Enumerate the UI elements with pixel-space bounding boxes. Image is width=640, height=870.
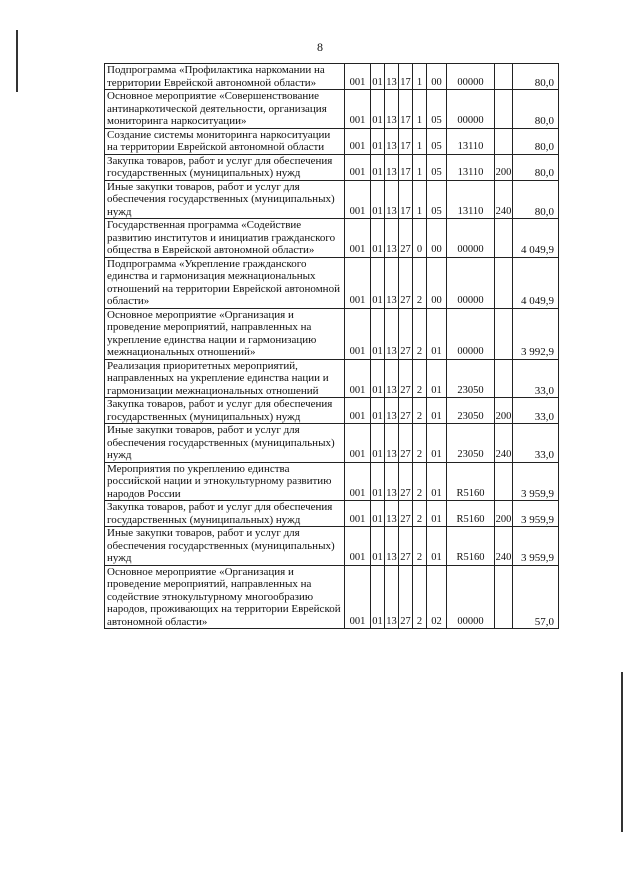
section-code: 01	[371, 128, 385, 154]
program-code: 17	[399, 180, 413, 219]
event-code: 02	[427, 565, 447, 629]
table-row	[105, 257, 559, 308]
ved-code: 001	[345, 398, 371, 424]
row-name: Основное мероприятие «Совершенствование антинаркотической деятельности, организация мониторинга наркоситуации»	[105, 90, 345, 129]
table-row	[105, 180, 559, 219]
row-name: Основное мероприятие «Организация и проведение мероприятий, направленных на укрепление единства нации и гармонизацию межнациональных отношений»	[105, 308, 345, 359]
subsection-code: 13	[385, 128, 399, 154]
table-row	[105, 424, 559, 463]
budget-table	[104, 63, 559, 629]
table-row	[105, 308, 559, 359]
amount: 3 959,9	[513, 462, 559, 501]
amount: 3 992,9	[513, 308, 559, 359]
direction-code: R5160	[447, 527, 495, 566]
expense-type-code	[495, 90, 513, 129]
row-name: Иные закупки товаров, работ и услуг для обеспечения государственных (муниципальных) нужд	[105, 180, 345, 219]
table-row	[105, 501, 559, 527]
row-name: Закупка товаров, работ и услуг для обеспечения государственных (муниципальных) нужд	[105, 501, 345, 527]
direction-code: 00000	[447, 565, 495, 629]
subsection-code: 13	[385, 398, 399, 424]
subprogram-code: 2	[413, 527, 427, 566]
section-code: 01	[371, 462, 385, 501]
program-code: 17	[399, 128, 413, 154]
subsection-code: 13	[385, 308, 399, 359]
expense-type-code	[495, 64, 513, 90]
event-code: 05	[427, 90, 447, 129]
event-code: 05	[427, 180, 447, 219]
ved-code: 001	[345, 565, 371, 629]
amount: 80,0	[513, 154, 559, 180]
event-code: 01	[427, 462, 447, 501]
amount: 33,0	[513, 424, 559, 463]
subprogram-code: 2	[413, 424, 427, 463]
direction-code: R5160	[447, 462, 495, 501]
expense-type-code: 200	[495, 501, 513, 527]
program-code: 27	[399, 398, 413, 424]
expense-type-code	[495, 462, 513, 501]
table-row	[105, 527, 559, 566]
amount: 4 049,9	[513, 219, 559, 258]
direction-code: 23050	[447, 359, 495, 398]
event-code: 05	[427, 128, 447, 154]
expense-type-code	[495, 565, 513, 629]
amount: 80,0	[513, 64, 559, 90]
expense-type-code	[495, 128, 513, 154]
table-row	[105, 128, 559, 154]
ved-code: 001	[345, 154, 371, 180]
row-name: Государственная программа «Содействие развитию институтов и инициатив гражданского общества в Еврейской автономной области»	[105, 219, 345, 258]
amount: 3 959,9	[513, 501, 559, 527]
subsection-code: 13	[385, 64, 399, 90]
subprogram-code: 0	[413, 219, 427, 258]
subprogram-code: 1	[413, 90, 427, 129]
amount: 57,0	[513, 565, 559, 629]
table-row	[105, 90, 559, 129]
row-name: Закупка товаров, работ и услуг для обеспечения государственных (муниципальных) нужд	[105, 154, 345, 180]
row-name: Мероприятия по укреплению единства российской нации и этнокультурному развитию народов России	[105, 462, 345, 501]
section-code: 01	[371, 219, 385, 258]
row-name: Иные закупки товаров, работ и услуг для обеспечения государственных (муниципальных) нужд	[105, 527, 345, 566]
direction-code: 13110	[447, 154, 495, 180]
expense-type-code: 240	[495, 424, 513, 463]
table-row	[105, 565, 559, 629]
row-name: Создание системы мониторинга наркоситуации на территории Еврейской автономной области	[105, 128, 345, 154]
subsection-code: 13	[385, 257, 399, 308]
direction-code: 00000	[447, 90, 495, 129]
section-code: 01	[371, 180, 385, 219]
section-code: 01	[371, 565, 385, 629]
section-code: 01	[371, 257, 385, 308]
table-row	[105, 359, 559, 398]
table-row	[105, 64, 559, 90]
direction-code: 00000	[447, 219, 495, 258]
amount: 33,0	[513, 398, 559, 424]
amount: 80,0	[513, 128, 559, 154]
page-number: 8	[317, 40, 323, 54]
section-code: 01	[371, 501, 385, 527]
subprogram-code: 2	[413, 308, 427, 359]
row-name: Подпрограмма «Укрепление гражданского единства и гармонизация межнациональных отношений на территории Еврейской автономной области»	[105, 257, 345, 308]
ved-code: 001	[345, 180, 371, 219]
subsection-code: 13	[385, 462, 399, 501]
subsection-code: 13	[385, 180, 399, 219]
ved-code: 001	[345, 128, 371, 154]
subsection-code: 13	[385, 154, 399, 180]
event-code: 01	[427, 501, 447, 527]
direction-code: 23050	[447, 424, 495, 463]
subprogram-code: 2	[413, 565, 427, 629]
expense-type-code: 200	[495, 398, 513, 424]
ved-code: 001	[345, 359, 371, 398]
event-code: 01	[427, 359, 447, 398]
event-code: 00	[427, 219, 447, 258]
subsection-code: 13	[385, 219, 399, 258]
subprogram-code: 2	[413, 398, 427, 424]
program-code: 27	[399, 219, 413, 258]
ved-code: 001	[345, 462, 371, 501]
program-code: 27	[399, 359, 413, 398]
expense-type-code	[495, 219, 513, 258]
program-code: 27	[399, 565, 413, 629]
direction-code: 00000	[447, 64, 495, 90]
table-row	[105, 154, 559, 180]
program-code: 27	[399, 424, 413, 463]
section-code: 01	[371, 424, 385, 463]
subprogram-code: 1	[413, 64, 427, 90]
row-name: Подпрограмма «Профилактика наркомании на территории Еврейской автономной области»	[105, 64, 345, 90]
subprogram-code: 1	[413, 180, 427, 219]
event-code: 05	[427, 154, 447, 180]
subprogram-code: 1	[413, 154, 427, 180]
subsection-code: 13	[385, 359, 399, 398]
program-code: 27	[399, 462, 413, 501]
section-code: 01	[371, 527, 385, 566]
expense-type-code: 200	[495, 154, 513, 180]
row-name: Основное мероприятие «Организация и проведение мероприятий, направленных на содействие этнокультурному многообразию народов, проживающих на территории Еврейской автономной области»	[105, 565, 345, 629]
subprogram-code: 2	[413, 359, 427, 398]
subprogram-code: 2	[413, 462, 427, 501]
scan-mark-right	[621, 672, 623, 832]
event-code: 00	[427, 64, 447, 90]
program-code: 27	[399, 257, 413, 308]
amount: 33,0	[513, 359, 559, 398]
subsection-code: 13	[385, 90, 399, 129]
section-code: 01	[371, 64, 385, 90]
event-code: 01	[427, 398, 447, 424]
table-body	[105, 64, 559, 629]
expense-type-code	[495, 308, 513, 359]
direction-code: 23050	[447, 398, 495, 424]
ved-code: 001	[345, 90, 371, 129]
program-code: 17	[399, 90, 413, 129]
ved-code: 001	[345, 424, 371, 463]
ved-code: 001	[345, 257, 371, 308]
subsection-code: 13	[385, 527, 399, 566]
amount: 80,0	[513, 180, 559, 219]
section-code: 01	[371, 154, 385, 180]
event-code: 01	[427, 527, 447, 566]
amount: 4 049,9	[513, 257, 559, 308]
subsection-code: 13	[385, 501, 399, 527]
direction-code: 00000	[447, 308, 495, 359]
direction-code: 00000	[447, 257, 495, 308]
amount: 3 959,9	[513, 527, 559, 566]
program-code: 27	[399, 501, 413, 527]
subprogram-code: 1	[413, 128, 427, 154]
amount: 80,0	[513, 90, 559, 129]
expense-type-code: 240	[495, 180, 513, 219]
direction-code: R5160	[447, 501, 495, 527]
subsection-code: 13	[385, 565, 399, 629]
expense-type-code	[495, 359, 513, 398]
row-name: Иные закупки товаров, работ и услуг для обеспечения государственных (муниципальных) нужд	[105, 424, 345, 463]
expense-type-code: 240	[495, 527, 513, 566]
section-code: 01	[371, 398, 385, 424]
section-code: 01	[371, 308, 385, 359]
table-row	[105, 398, 559, 424]
program-code: 27	[399, 308, 413, 359]
table-row	[105, 219, 559, 258]
subprogram-code: 2	[413, 257, 427, 308]
subprogram-code: 2	[413, 501, 427, 527]
ved-code: 001	[345, 527, 371, 566]
section-code: 01	[371, 90, 385, 129]
program-code: 17	[399, 64, 413, 90]
event-code: 01	[427, 424, 447, 463]
direction-code: 13110	[447, 128, 495, 154]
table-row	[105, 462, 559, 501]
ved-code: 001	[345, 308, 371, 359]
ved-code: 001	[345, 64, 371, 90]
event-code: 01	[427, 308, 447, 359]
program-code: 27	[399, 527, 413, 566]
expense-type-code	[495, 257, 513, 308]
ved-code: 001	[345, 501, 371, 527]
row-name: Закупка товаров, работ и услуг для обеспечения государственных (муниципальных) нужд	[105, 398, 345, 424]
ved-code: 001	[345, 219, 371, 258]
program-code: 17	[399, 154, 413, 180]
subsection-code: 13	[385, 424, 399, 463]
direction-code: 13110	[447, 180, 495, 219]
section-code: 01	[371, 359, 385, 398]
row-name: Реализация приоритетных мероприятий, направленных на укрепление единства нации и гармонизации межнациональных отношений	[105, 359, 345, 398]
event-code: 00	[427, 257, 447, 308]
